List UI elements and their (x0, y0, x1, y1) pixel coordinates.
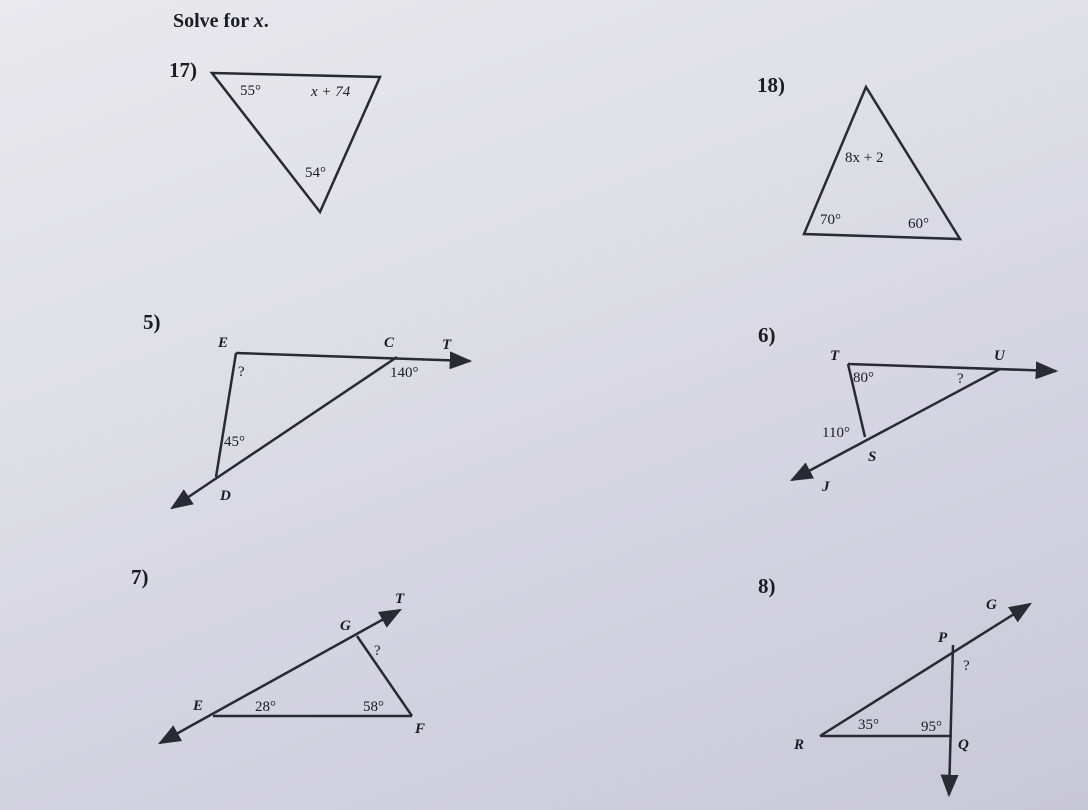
vertex-label: G (986, 597, 997, 613)
angle-expression: 8x + 2 (845, 150, 884, 166)
variable-x: x (253, 10, 264, 32)
angle-label: 35° (858, 717, 879, 733)
problem-number-17: 17) (169, 58, 197, 82)
line-TE (160, 610, 400, 743)
triangle-5 (172, 335, 470, 508)
triangle-18 (804, 87, 960, 239)
vertex-label: T (442, 337, 452, 353)
vertex-label: P (938, 630, 948, 646)
vertex-label: G (340, 618, 351, 634)
vertex-label: D (220, 488, 231, 504)
ray-PQ (949, 645, 953, 795)
problem-number-7: 7) (131, 565, 149, 589)
problem-number-8: 8) (758, 574, 776, 598)
vertex-label: Q (958, 737, 969, 753)
problem-number-18: 18) (757, 73, 785, 97)
instruction-text: Solve for (173, 10, 249, 32)
problem-number-6: 6) (758, 323, 776, 347)
triangle-17 (212, 73, 380, 212)
vertex-label: T (395, 591, 405, 607)
triangle-8 (793, 597, 1030, 795)
angle-label: 95° (921, 719, 942, 735)
vertex-label: J (822, 479, 830, 495)
unknown-angle: ? (374, 643, 381, 659)
segment-ED (216, 353, 236, 477)
angle-expression: x + 74 (311, 84, 351, 100)
vertex-label: E (218, 335, 229, 351)
vertex-label: R (794, 737, 805, 753)
vertex-label: E (193, 698, 204, 714)
angle-label: 54° (305, 165, 326, 181)
unknown-angle: ? (963, 658, 970, 674)
ray-RG (820, 604, 1030, 736)
angle-label: 28° (255, 699, 276, 715)
angle-label: 70° (820, 212, 841, 228)
triangle-7 (160, 591, 425, 743)
page-title: Solve for x. (173, 10, 269, 32)
ray-TU (848, 364, 1056, 371)
angle-label: 60° (908, 216, 929, 232)
unknown-angle: ? (957, 371, 964, 387)
angle-label: 80° (853, 370, 874, 386)
problem-number-5: 5) (143, 310, 161, 334)
ray-ET (236, 353, 470, 361)
ray-CD (172, 357, 397, 508)
angle-label: 110° (822, 425, 850, 441)
triangle-17-outline (212, 73, 380, 212)
vertex-label: T (830, 348, 840, 364)
angle-label: 45° (224, 434, 245, 450)
vertex-label: U (994, 348, 1005, 364)
angle-label: 140° (390, 365, 419, 381)
angle-label: 55° (240, 83, 261, 99)
unknown-angle: ? (238, 364, 245, 380)
triangle-6 (792, 348, 1056, 495)
angle-label: 58° (363, 699, 384, 715)
vertex-label: F (415, 721, 426, 737)
vertex-label: C (384, 335, 395, 351)
vertex-label: S (868, 449, 877, 465)
